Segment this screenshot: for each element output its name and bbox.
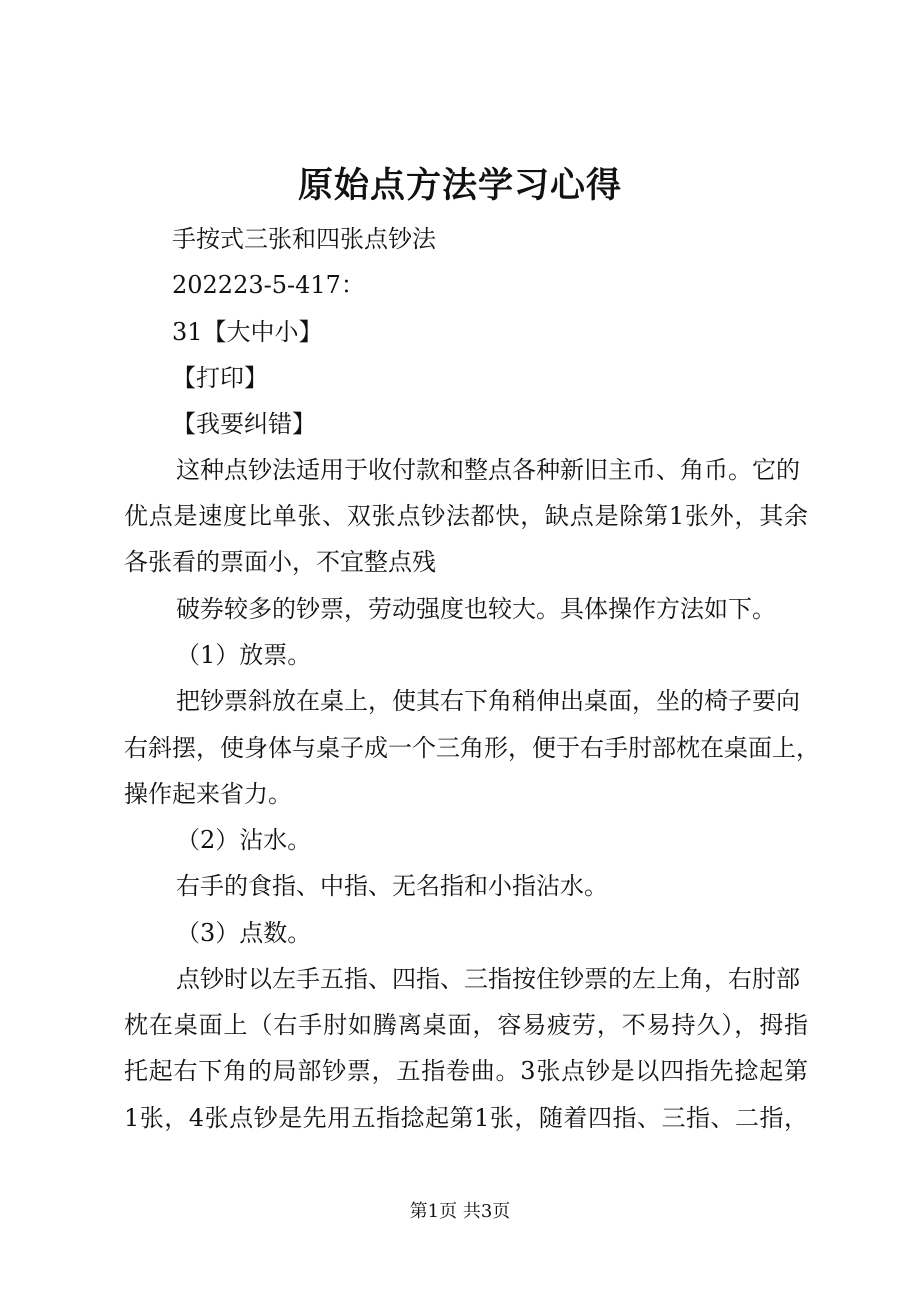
paragraph-line: 点钞时以左手五指、四指、三指按住钞票的左上角，右肘部 bbox=[176, 965, 800, 993]
date-line: 202223-5-417： bbox=[172, 271, 365, 299]
paragraph-line: 把钞票斜放在桌上，使其右下角稍伸出桌面，坐的椅子要向 bbox=[176, 687, 800, 715]
paragraph-line: 优点是速度比单张、双张点钞法都快，缺点是除第1张外，其余 bbox=[124, 502, 808, 530]
print-line: 【打印】 bbox=[172, 364, 268, 392]
paragraph-line: 右手的食指、中指、无名指和小指沾水。 bbox=[176, 872, 608, 900]
paragraph-line: 枕在桌面上（右手肘如腾离桌面，容易疲劳，不易持久），拇指 bbox=[124, 1011, 808, 1039]
step-heading: （3）点数。 bbox=[176, 919, 312, 947]
paragraph-line: 操作起来省力。 bbox=[124, 780, 292, 808]
step-heading: （1）放票。 bbox=[176, 641, 312, 669]
paragraph-line: 1张，4张点钞是先用五指捻起第1张，随着四指、三指、二指， bbox=[124, 1104, 808, 1132]
step-heading: （2）沾水。 bbox=[176, 826, 312, 854]
paragraph-line: 这种点钞法适用于收付款和整点各种新旧主币、角币。它的 bbox=[176, 456, 800, 484]
paragraph-line: 托起右下角的局部钞票，五指卷曲。3张点钞是以四指先捻起第 bbox=[124, 1057, 808, 1085]
paragraph-line: 右斜摆，使身体与桌子成一个三角形，便于右手肘部枕在桌面上， bbox=[124, 734, 820, 762]
font-size-line: 31【大中小】 bbox=[172, 318, 323, 346]
paragraph-line: 各张看的票面小，不宜整点残 bbox=[124, 548, 436, 576]
paragraph-line: 破券较多的钞票，劳动强度也较大。具体操作方法如下。 bbox=[176, 595, 776, 623]
report-error-line: 【我要纠错】 bbox=[172, 410, 316, 438]
page-footer: 第1页 共3页 bbox=[409, 1201, 511, 1222]
subtitle-line: 手按式三张和四张点钞法 bbox=[172, 225, 436, 253]
page-title: 原始点方法学习心得 bbox=[297, 165, 622, 206]
